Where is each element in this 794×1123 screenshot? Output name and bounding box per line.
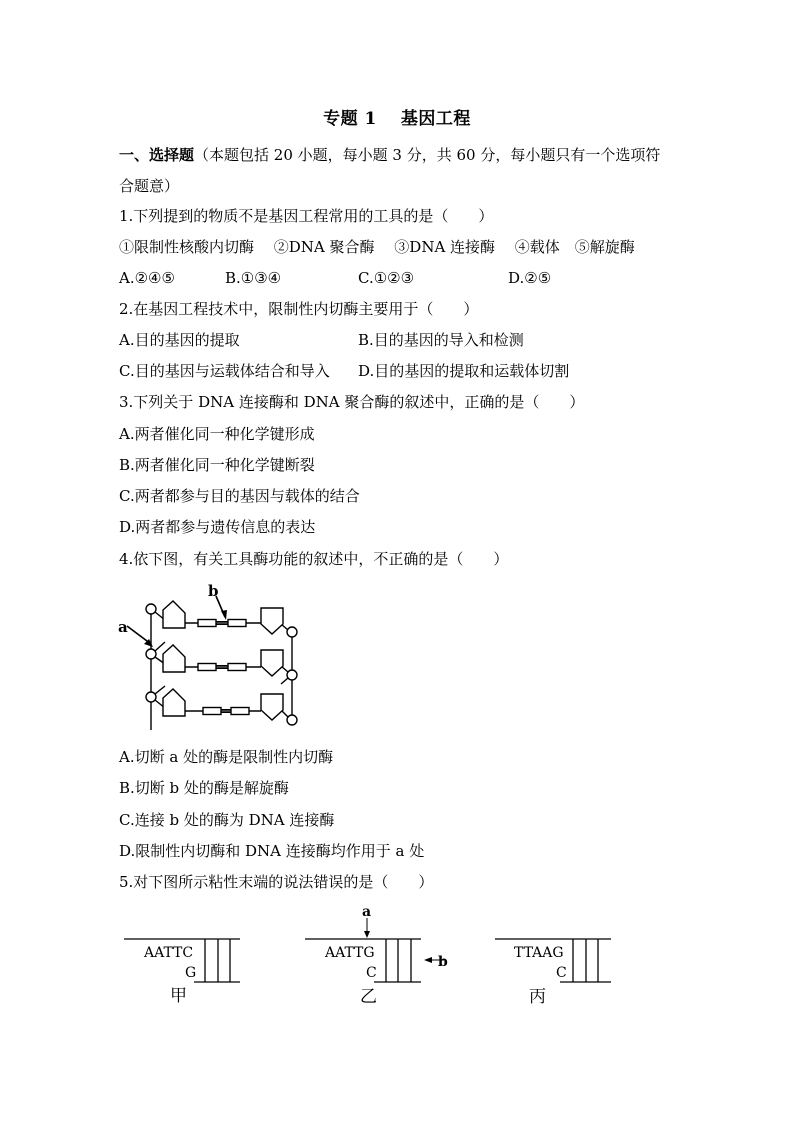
right-sugar — [261, 650, 283, 676]
q2-option-b: B.目的基因的导入和检测 — [358, 331, 524, 349]
base-rect — [231, 708, 249, 715]
jia-top-seq: AATTC — [144, 945, 194, 961]
jia-name: 甲 — [170, 986, 187, 1006]
yi-label-a: a — [362, 904, 372, 920]
jia-bottom-seq: G — [185, 965, 197, 981]
right-phosphate-circle — [287, 670, 297, 680]
yi-name: 乙 — [360, 987, 377, 1007]
base-rect — [228, 664, 246, 671]
page-title — [0, 104, 794, 129]
right-sugar — [261, 608, 283, 634]
label-b: b — [208, 582, 219, 600]
q1-option-a: A.②④⑤ — [119, 269, 175, 287]
q1-option-d: D.②⑤ — [508, 269, 552, 287]
left-sugar — [163, 645, 185, 672]
q1-option-b: B.①③④ — [225, 269, 282, 287]
q4-option-c: C.连接 b 处的酶为 DNA 连接酶 — [119, 811, 335, 829]
base-rect — [198, 664, 216, 671]
q2-option-c: C.目的基因与运载体结合和导入 — [119, 362, 330, 380]
q3-option-b: B.两者催化同一种化学键断裂 — [119, 456, 315, 474]
q3-option-c: C.两者都参与目的基因与载体的结合 — [119, 487, 360, 505]
q2-option-a: A.目的基因的提取 — [119, 331, 240, 349]
right-sugar — [261, 694, 283, 720]
label-a: a — [118, 618, 128, 636]
q3-stem: 3.下列关于 DNA 连接酶和 DNA 聚合酶的叙述中，正确的是（ ） — [119, 393, 585, 411]
q2-stem: 2.在基因工程技术中，限制性内切酶主要用于（ ） — [119, 300, 479, 318]
q4-option-a: A.切断 a 处的酶是限制性内切酶 — [119, 748, 334, 766]
left-phosphate-circle — [146, 692, 156, 702]
title-part2: 基因工程 — [400, 109, 471, 129]
right-phosphate-circle — [287, 627, 297, 637]
q3-option-a: A.两者催化同一种化学键形成 — [119, 425, 315, 443]
arrow-b-head — [221, 610, 227, 620]
left-sugar — [163, 601, 185, 628]
bing-top-seq: TTAAG — [514, 945, 564, 961]
yi-label-b: b — [438, 954, 448, 970]
title-part1: 专题 1 — [323, 109, 377, 129]
yi-bottom-seq: C — [366, 965, 377, 981]
q1-option-c: C.①②③ — [358, 269, 415, 287]
q1-items: ①限制性核酸内切酶 ②DNA 聚合酶 ③DNA 连接酶 ④载体 ⑤解旋酶 — [119, 238, 635, 256]
dna-structure-figure — [115, 580, 315, 732]
left-phosphate-circle — [146, 649, 156, 659]
q4-option-b: B.切断 b 处的酶是解旋酶 — [119, 779, 289, 797]
bing-bottom-seq: C — [556, 965, 567, 981]
q3-option-d: D.两者都参与遗传信息的表达 — [119, 518, 316, 536]
q1-stem: 1.下列提到的物质不是基因工程常用的工具的是（ ） — [119, 207, 494, 225]
section-heading: 一、选择题 — [119, 146, 195, 164]
yi-top-seq: AATTG — [325, 945, 375, 961]
base-rect — [203, 708, 221, 715]
bing-name: 丙 — [529, 987, 546, 1007]
base-rect — [228, 620, 246, 627]
left-sugar — [163, 689, 185, 716]
q4-option-d: D.限制性内切酶和 DNA 连接酶均作用于 a 处 — [119, 842, 425, 860]
base-rect — [198, 620, 216, 627]
right-phosphate-circle — [287, 715, 297, 725]
section-heading-line — [119, 144, 660, 166]
section-note-cont: 合题意） — [119, 177, 180, 195]
section-note: （本题包括 20 小题，每小题 3 分，共 60 分，每小题只有一个选项符 — [194, 146, 661, 164]
sticky-ends-figure — [118, 900, 618, 1010]
q4-stem: 4.依下图，有关工具酶功能的叙述中，不正确的是（ ） — [119, 550, 509, 568]
q2-option-d: D.目的基因的提取和运载体切割 — [358, 362, 570, 380]
q5-stem: 5.对下图所示粘性末端的说法错误的是（ ） — [119, 873, 434, 891]
left-phosphate-circle — [146, 604, 156, 614]
